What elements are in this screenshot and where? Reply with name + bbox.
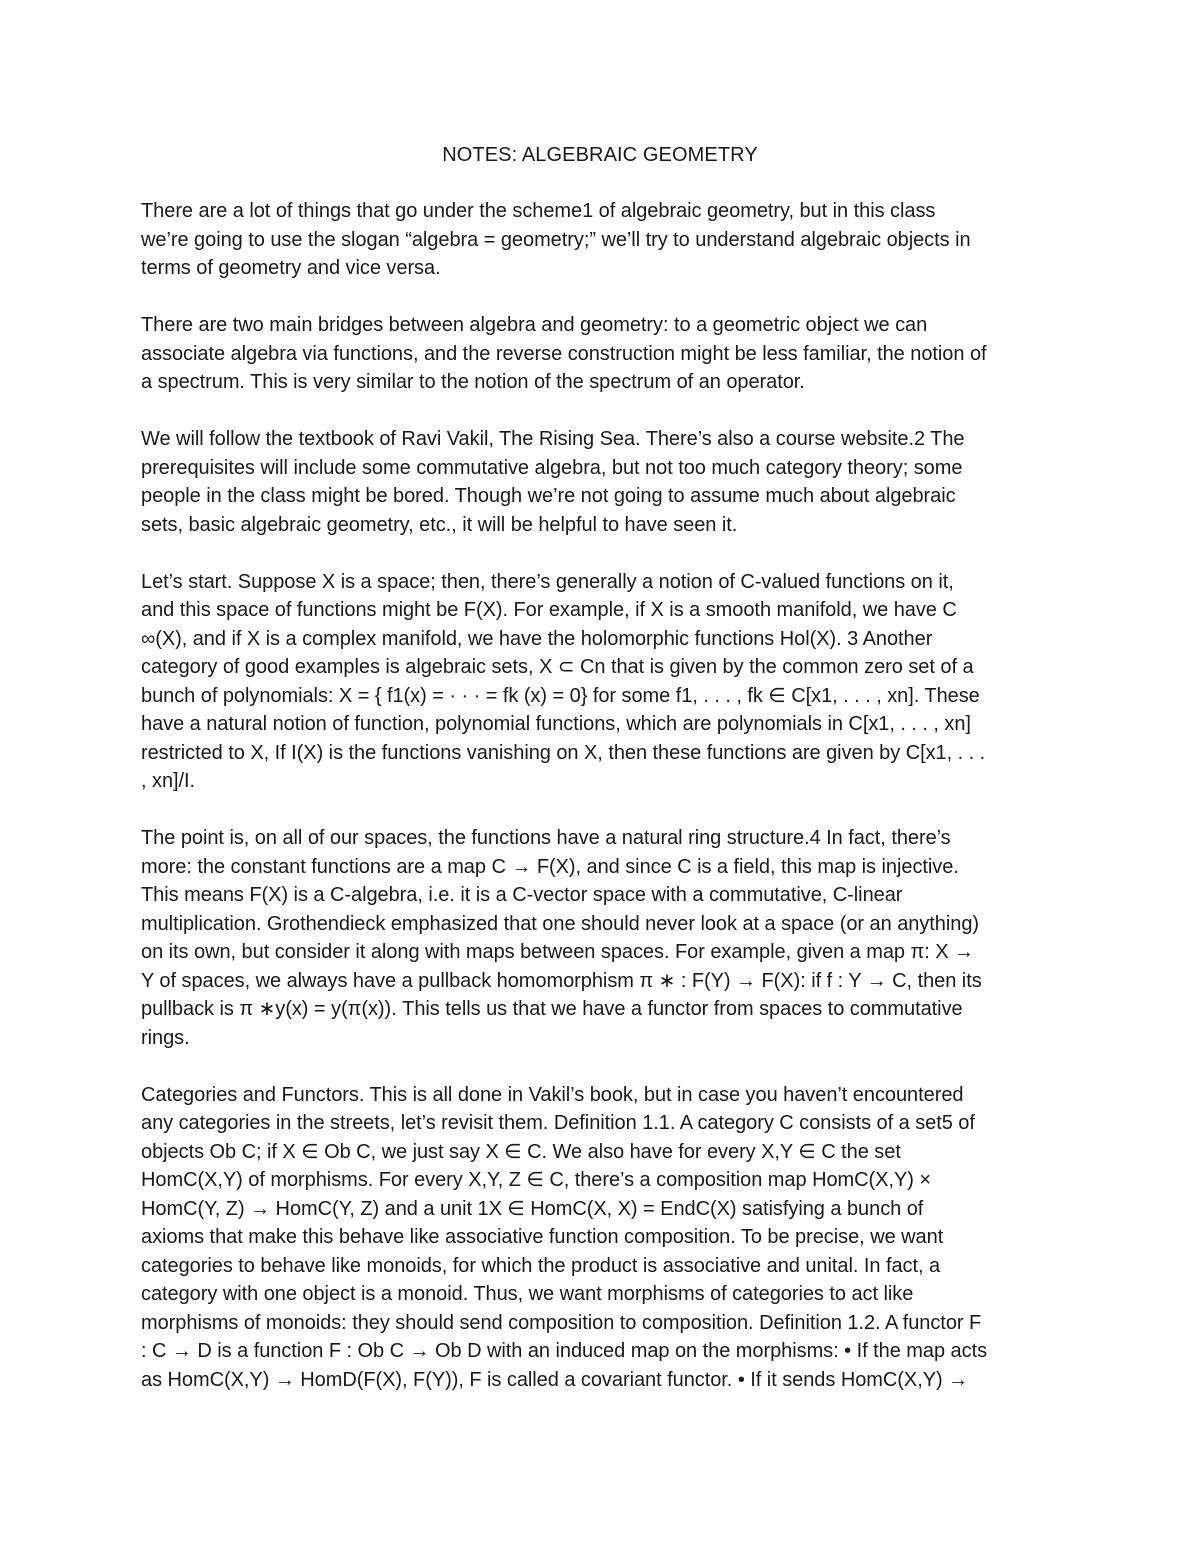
text-line: The point is, on all of our spaces, the functions have a natural ring structure.4 In fact, there’s [141, 827, 951, 849]
text-line: , xn]/I. [141, 770, 196, 792]
text-line: Y of spaces, we always have a pullback homomorphism π ∗ : F(Y) → F(X): if f : Y → C, then its [141, 969, 982, 992]
text-line: sets, basic algebraic geometry, etc., it will be helpful to have seen it. [141, 513, 738, 536]
text-line: ∞(X), and if X is a complex manifold, we have the holomorphic functions Hol(X). 3 Another [141, 627, 933, 650]
paragraph [141, 425, 1071, 539]
text-line: more: the constant functions are a map C → F(X), and since C is a field, this map is injective. [141, 855, 959, 878]
text-line: people in the class might be bored. Though we’re not going to assume much about algebraic [141, 485, 956, 507]
document-body [141, 197, 1071, 1423]
text-line: prerequisites will include some commutative algebra, but not too much category theory; some [141, 456, 963, 479]
text-line: and this space of functions might be F(X). For example, if X is a smooth manifold, we have C [141, 599, 957, 621]
text-line: restricted to X, If I(X) is the functions vanishing on X, then these functions are given by C[x1, . . . [141, 741, 986, 764]
text-line: axioms that make this behave like associative function composition. To be precise, we want [141, 1226, 944, 1248]
text-line: This means F(X) is a C-algebra, i.e. it is a C-vector space with a commutative, C-linear [141, 884, 903, 906]
text-line: as HomC(X,Y) → HomD(F(X), F(Y)), F is called a covariant functor. • If it sends HomC(X,Y) → [141, 1368, 969, 1391]
paragraph [141, 824, 1071, 1052]
text-line: HomC(X,Y) of morphisms. For every X,Y, Z ∈ C, there’s a composition map HomC(X,Y) × [141, 1169, 931, 1191]
text-line: have a natural notion of function, polynomial functions, which are polynomials in C[x1, . . . , xn] [141, 713, 971, 735]
text-line: a spectrum. This is very similar to the notion of the spectrum of an operator. [141, 371, 805, 393]
text-line: HomC(Y, Z) → HomC(Y, Z) and a unit 1X ∈ HomC(X, X) = EndC(X) satisfying a bunch of [141, 1197, 924, 1220]
text-line: multiplication. Grothendieck emphasized that one should never look at a space (or an anything) [141, 912, 980, 935]
text-line: any categories in the streets, let’s revisit them. Definition 1.1. A category C consists of a set5 of [141, 1112, 975, 1134]
text-line: category of good examples is algebraic sets, X ⊂ Cn that is given by the common zero set of a [141, 656, 974, 678]
text-line: morphisms of monoids: they should send composition to composition. Definition 1.2. A functor F [141, 1311, 982, 1334]
text-line: objects Ob C; if X ∈ Ob C, we just say X ∈ C. We also have for every X,Y ∈ C the set [141, 1140, 901, 1163]
text-line: Let’s start. Suppose X is a space; then, there’s generally a notion of C-valued functions on it, [141, 570, 954, 593]
text-line: bunch of polynomials: X = { f1(x) = · · · = fk (x) = 0} for some f1, . . . , fk ∈ C[x1, . . . , xn]. These [141, 684, 980, 707]
paragraph [141, 311, 1071, 397]
text-line: terms of geometry and vice versa. [141, 257, 441, 279]
paragraph [141, 1081, 1071, 1395]
document-title: NOTES: ALGEBRAIC GEOMETRY [442, 144, 758, 166]
paragraph [141, 568, 1071, 796]
text-line: associate algebra via functions, and the reverse construction might be less familiar, the notion of [141, 342, 987, 365]
text-line: pullback is π ∗y(x) = y(π(x)). This tells us that we have a functor from spaces to commutative [141, 998, 963, 1020]
text-line: we’re going to use the slogan “algebra = geometry;” we’ll try to understand algebraic objects in [141, 228, 971, 251]
text-line: category with one object is a monoid. Thus, we want morphisms of categories to act like [141, 1283, 914, 1305]
text-line: rings. [141, 1026, 190, 1049]
text-line: categories to behave like monoids, for which the product is associative and unital. In fact, a [141, 1254, 941, 1277]
text-line: We will follow the textbook of Ravi Vakil, The Rising Sea. There’s also a course website.2 The [141, 428, 965, 450]
paragraph [141, 197, 1071, 283]
text-line: Categories and Functors. This is all done in Vakil’s book, but in case you haven’t encountered [141, 1083, 964, 1106]
text-line: on its own, but consider it along with maps between spaces. For example, given a map π: X → [141, 941, 974, 963]
text-line: There are a lot of things that go under the scheme1 of algebraic geometry, but in this class [141, 200, 936, 222]
text-line: : C → D is a function F : Ob C → Ob D with an induced map on the morphisms: • If the map acts [141, 1340, 988, 1362]
text-line: There are two main bridges between algebra and geometry: to a geometric object we can [141, 314, 928, 336]
